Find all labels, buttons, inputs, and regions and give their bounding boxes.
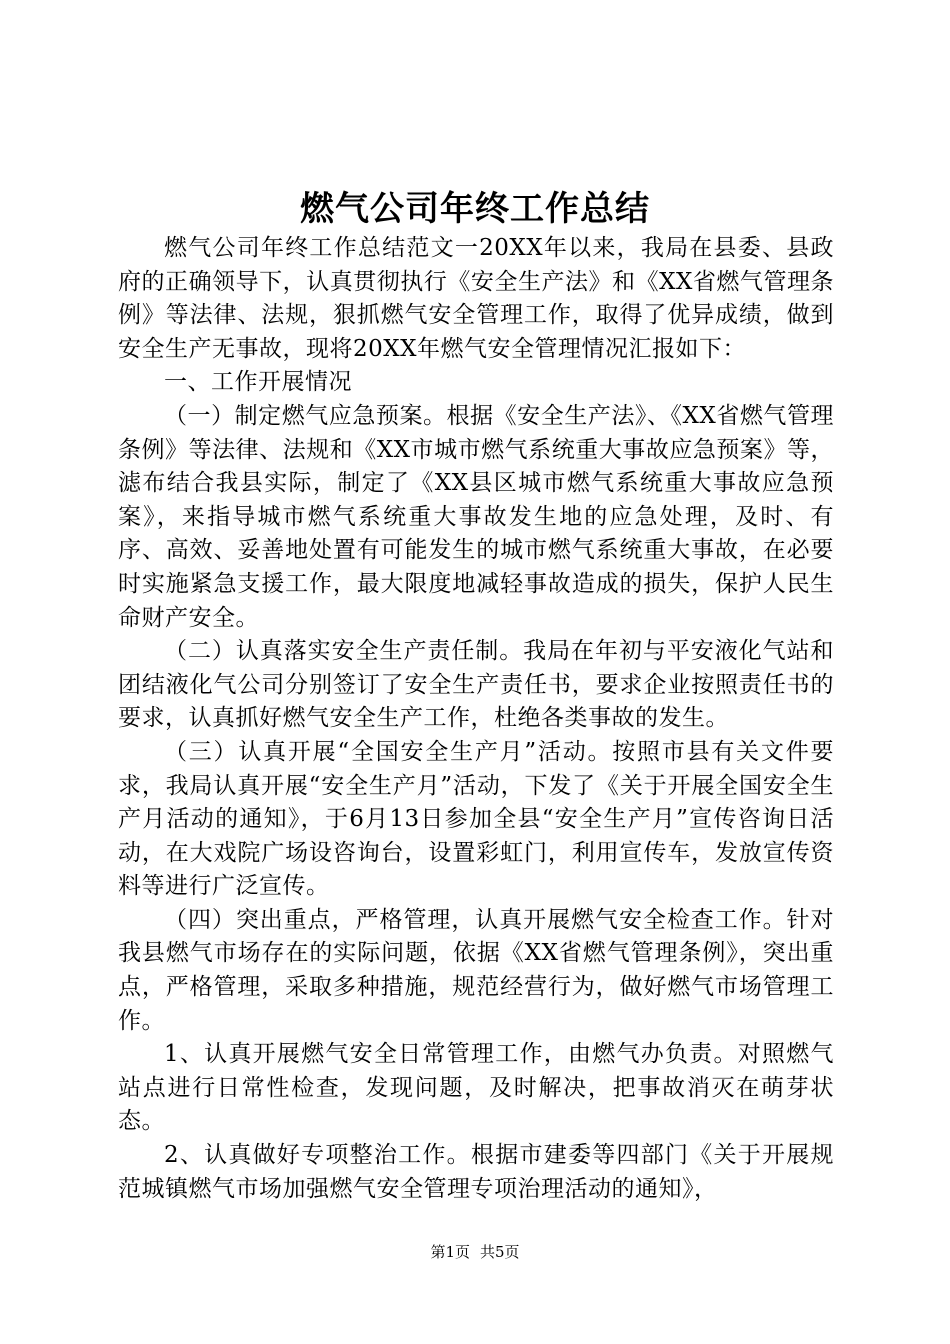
section-heading: 一、工作开展情况 [164,369,352,396]
document-title: 燃气公司年终工作总结 [300,189,650,229]
intro-paragraph: 燃气公司年终工作总结范文一20XX年以来，我局在县委、县政府的正确领导下，认真贯彻执行《安全生产法》和《XX省燃气管理条例》等法律、法规，狠抓燃气安全管理工作，取得了优异成绩，做到安全生产无事故，现将20XX年燃气安全管理情况汇报如下： [118,235,834,362]
page-number: 第1页 [430,1243,470,1261]
item-1-paragraph: （一）制定燃气应急预案。根据《安全生产法》、《XX省燃气管理条例》等法律、法规和《XX市城市燃气系统重大事故应急预案》等，滤布结合我县实际，制定了《XX县区城市燃气系统重大事故应急预案》，来指导城市燃气系统重大事故发生地的应急处理，及时、有序、高效、妥善地处置有可能发生的城市燃气系统重大事故，在必要时实施紧急支援工作，最大限度地减轻事故造成的损失，保护人民生命财产安全。 [118,402,834,631]
subitem-1-paragraph: 1、认真开展燃气安全日常管理工作，由燃气办负责。对照燃气站点进行日常性检查，发现问题，及时解决，把事故消灭在萌芽状态。 [118,1041,834,1135]
item-2-paragraph: （二）认真落实安全生产责任制。我局在年初与平安液化气站和团结液化气公司分别签订了安全生产责任书，要求企业按照责任书的要求，认真抓好燃气安全生产工作，杜绝各类事故的发生。 [118,638,834,732]
document-body [118,232,834,1206]
subitem-2-paragraph: 2、认真做好专项整治工作。根据市建委等四部门《关于开展规范城镇燃气市场加强燃气安全管理专项治理活动的通知》， [118,1142,834,1202]
page-footer [0,1242,950,1262]
item-3-paragraph: （三）认真开展“全国安全生产月”活动。按照市县有关文件要求，我局认真开展“安全生产月”活动，下发了《关于开展全国安全生产月活动的通知》，于6月13日参加全县“安全生产月”宣传咨询日活动，在大戏院广场设咨询台，设置彩虹门，利用宣传车，发放宣传资料等进行广泛宣传。 [118,738,834,900]
item-4-paragraph: （四）突出重点，严格管理，认真开展燃气安全检查工作。针对我县燃气市场存在的实际问题，依据《XX省燃气管理条例》，突出重点，严格管理，采取多种措施，规范经营行为，做好燃气市场管理工作。 [118,906,834,1034]
page-total: 共5页 [480,1243,520,1261]
